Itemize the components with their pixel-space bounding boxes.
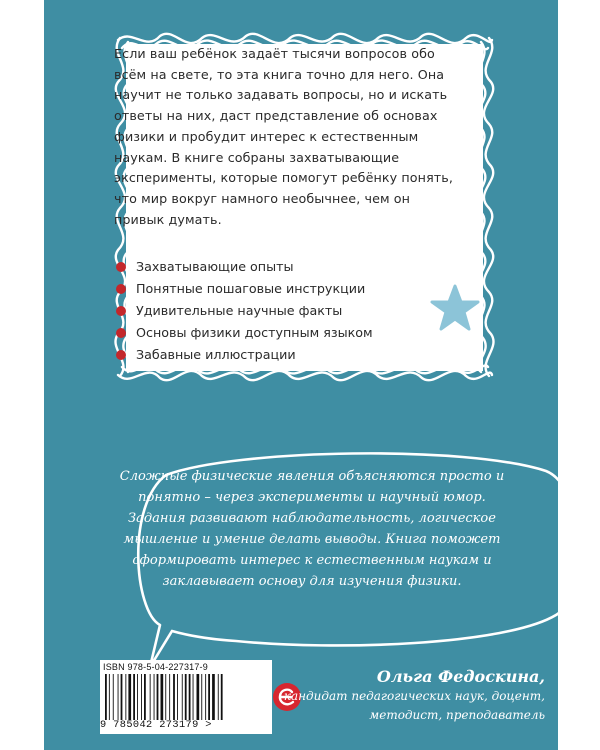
author-title: кандидат педагогических наук, доцент, методист, преподаватель <box>283 689 545 722</box>
bubble-text: Сложные физические явления объясняются просто и понятно – через эксперименты и научный юмор. Задания развивают наблюдательность, логическое мышление и умение делать выводы. Книга поможет сформировать интерес к естественным наукам и заклавывает основу для изучения физики. <box>119 469 505 589</box>
feature-list <box>116 256 373 366</box>
feature-item <box>116 278 373 300</box>
feature-item <box>116 300 373 322</box>
author-name: Ольга Федоскина, <box>376 667 545 686</box>
barcode <box>100 660 272 734</box>
feature-item <box>116 344 373 366</box>
bullet-dot-icon <box>116 284 126 294</box>
bullet-dot-icon <box>116 306 126 316</box>
bullet-dot-icon <box>116 350 126 360</box>
feature-item <box>116 322 373 344</box>
feature-label: Забавные иллюстрации <box>136 347 296 362</box>
barcode-bars <box>103 674 251 720</box>
isbn-label: ISBN 978-5-04-227317-9 <box>103 662 208 672</box>
author-block <box>250 667 545 725</box>
barcode-digits: 9 785042 273179 > <box>100 719 212 731</box>
feature-label: Основы физики доступным языком <box>136 325 373 340</box>
intro-text: Если ваш ребёнок задаёт тысячи вопросов обо всём на свете, то эта книга точно для него. Она научит не только задавать вопросы, но и искать ответы на них, даст представление об основах физики и пробудит интерес к естественным наукам. В книге собраны захватывающие эксперименты, которые помогут ребёнку понять, что мир вокруг намного необычнее, чем он привык думать. <box>114 46 454 227</box>
feature-label: Захватывающие опыты <box>136 259 294 274</box>
bullet-dot-icon <box>116 262 126 272</box>
feature-item <box>116 256 373 278</box>
feature-label: Удивительные научные факты <box>136 303 343 318</box>
feature-label: Понятные пошаговые инструкции <box>136 281 366 296</box>
star-icon <box>429 283 481 333</box>
bullet-dot-icon <box>116 328 126 338</box>
